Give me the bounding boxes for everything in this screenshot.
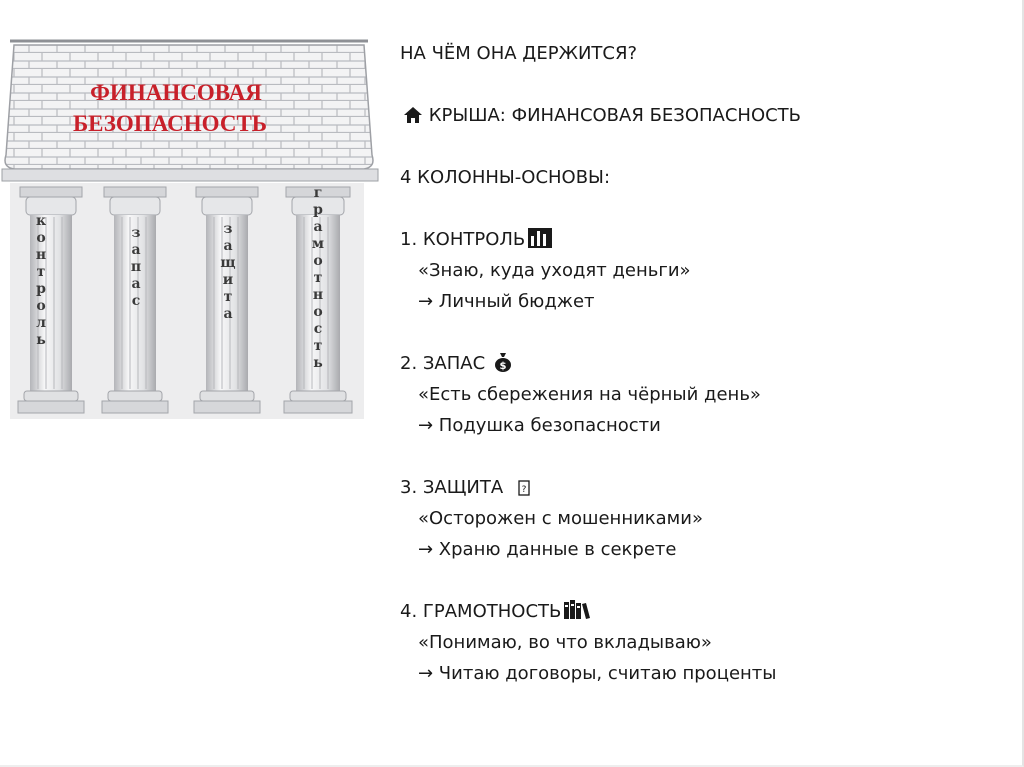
house-icon [403,103,423,134]
roof-line [400,100,1000,131]
roof-text: КРЫША: ФИНАНСОВАЯ БЕЗОПАСНОСТЬ [428,105,802,126]
bar-chart-icon [528,227,552,258]
pillar-2-result: → Подушка безопасности [418,415,661,436]
heading: НА ЧЁМ ОНА ДЕРЖИТСЯ? [400,43,638,64]
subheading: 4 КОЛОННЫ-ОСНОВЫ: [400,167,611,188]
column-label-1: к о н т р о л ь [35,213,47,348]
pillar-3-quote: «Осторожен с мошенниками» [418,508,703,529]
money-bag-icon [494,351,512,382]
roof-title-line2: БЕЗОПАСНОСТЬ [72,111,268,136]
column-label-3: з а щ и т а [220,221,236,322]
pillar-2-title: 2. ЗАПАС $ [400,348,1000,379]
pillar-1-quote: «Знаю, куда уходят деньги» [418,260,691,281]
column-label-4: г р а м о т н о с т ь [311,185,325,371]
pillar-4-quote: «Понимаю, во что вкладываю» [418,632,712,653]
missing-glyph-icon [518,475,530,506]
roof [5,45,373,169]
content-text [400,38,1000,689]
pillar-1-result: → Личный бюджет [418,291,595,312]
pillar-4-result: → Читаю договоры, считаю проценты [418,663,777,684]
pillar-3-result: → Храню данные в секрете [418,539,677,560]
pillar-1-title: 1. КОНТРОЛЬ [400,224,1000,255]
financial-security-illustration [0,37,382,423]
books-icon [564,599,590,630]
pillar-2-quote: «Есть сбережения на чёрный день» [418,384,761,405]
roof-title-line1: ФИНАНСОВАЯ [90,80,262,105]
column-label-2: з а п а с [130,225,142,309]
pillar-3-title: 3. ЗАЩИТА ? [400,472,1000,503]
pillar-4-title: 4. ГРАМОТНОСТЬ [400,596,1000,627]
svg-text:$: $ [499,361,507,372]
svg-text:?: ? [521,485,527,495]
